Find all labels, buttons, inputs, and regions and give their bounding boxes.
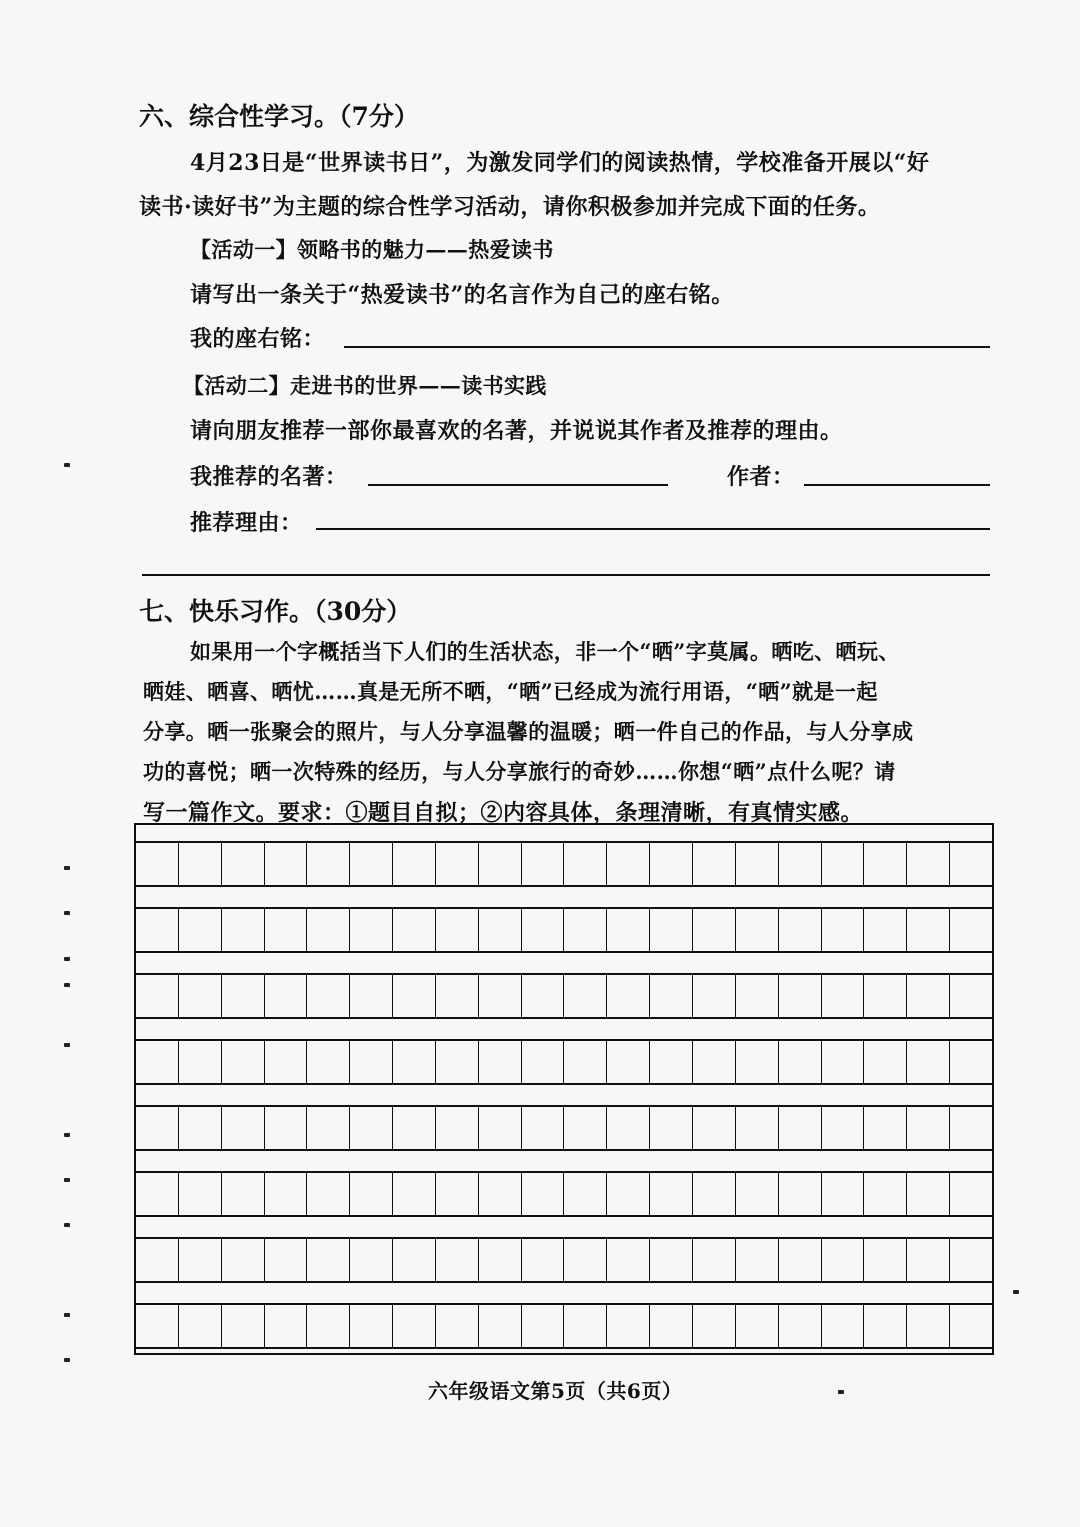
grid-cell[interactable] bbox=[906, 909, 949, 951]
grid-cell[interactable] bbox=[692, 843, 735, 885]
grid-cell[interactable] bbox=[264, 1107, 307, 1149]
grid-cell[interactable] bbox=[949, 1305, 992, 1347]
grid-cell[interactable] bbox=[178, 975, 221, 1017]
scan-speck bbox=[64, 911, 70, 915]
grid-cell[interactable] bbox=[136, 843, 178, 885]
book-label: 我推荐的名著： bbox=[190, 464, 348, 490]
grid-cell[interactable] bbox=[349, 909, 392, 951]
prompt-line-4: 功的喜悦；晒一次特殊的经历，与人分享旅行的奇妙……你想“晒”点什么呢？请 bbox=[143, 759, 896, 784]
grid-cell[interactable] bbox=[392, 975, 435, 1017]
grid-cell[interactable] bbox=[563, 1041, 606, 1083]
grid-cell[interactable] bbox=[692, 975, 735, 1017]
grid-cell[interactable] bbox=[136, 1305, 178, 1347]
grid-cell[interactable] bbox=[649, 975, 692, 1017]
grid-cell[interactable] bbox=[778, 909, 821, 951]
grid-cell[interactable] bbox=[606, 1305, 649, 1347]
grid-row[interactable] bbox=[136, 973, 992, 1019]
grid-cell[interactable] bbox=[906, 975, 949, 1017]
grid-cell[interactable] bbox=[521, 975, 564, 1017]
grid-cell[interactable] bbox=[949, 975, 992, 1017]
grid-cell[interactable] bbox=[735, 1305, 778, 1347]
grid-cell[interactable] bbox=[906, 1041, 949, 1083]
grid-cell[interactable] bbox=[649, 1305, 692, 1347]
grid-cell[interactable] bbox=[136, 1239, 178, 1281]
grid-cell[interactable] bbox=[692, 909, 735, 951]
grid-cell[interactable] bbox=[735, 1107, 778, 1149]
grid-cell[interactable] bbox=[349, 1305, 392, 1347]
grid-cell[interactable] bbox=[478, 1173, 521, 1215]
grid-cell[interactable] bbox=[178, 1173, 221, 1215]
grid-cell[interactable] bbox=[264, 1239, 307, 1281]
grid-cell[interactable] bbox=[178, 1239, 221, 1281]
grid-cell[interactable] bbox=[349, 1173, 392, 1215]
grid-cell[interactable] bbox=[606, 1107, 649, 1149]
grid-cell[interactable] bbox=[521, 1107, 564, 1149]
grid-cell[interactable] bbox=[735, 1173, 778, 1215]
grid-cell[interactable] bbox=[778, 975, 821, 1017]
grid-cell[interactable] bbox=[649, 843, 692, 885]
grid-cell[interactable] bbox=[821, 909, 864, 951]
grid-cell[interactable] bbox=[735, 975, 778, 1017]
grid-cell[interactable] bbox=[478, 843, 521, 885]
grid-cell[interactable] bbox=[863, 1173, 906, 1215]
grid-cell[interactable] bbox=[563, 1305, 606, 1347]
activity-1-heading: 【活动一】领略书的魅力——热爱读书 bbox=[190, 237, 554, 262]
grid-cell[interactable] bbox=[349, 1041, 392, 1083]
grid-cell[interactable] bbox=[563, 1107, 606, 1149]
grid-cell[interactable] bbox=[136, 909, 178, 951]
grid-cell[interactable] bbox=[563, 843, 606, 885]
section-6-intro-line1: 4月23日是“世界读书日”，为激发同学们的阅读热情，学校准备开展以“好 bbox=[190, 150, 930, 176]
grid-cell[interactable] bbox=[606, 1041, 649, 1083]
grid-cell[interactable] bbox=[863, 909, 906, 951]
grid-cell[interactable] bbox=[606, 975, 649, 1017]
grid-cell[interactable] bbox=[692, 1041, 735, 1083]
grid-row[interactable] bbox=[136, 1171, 992, 1217]
grid-row[interactable] bbox=[136, 1105, 992, 1151]
scan-speck bbox=[64, 1313, 70, 1317]
grid-cell[interactable] bbox=[349, 1239, 392, 1281]
scan-speck bbox=[64, 1043, 70, 1047]
grid-cell[interactable] bbox=[478, 1041, 521, 1083]
grid-cell[interactable] bbox=[435, 1107, 478, 1149]
grid-cell[interactable] bbox=[264, 1173, 307, 1215]
grid-cell[interactable] bbox=[306, 975, 349, 1017]
grid-cell[interactable] bbox=[392, 909, 435, 951]
grid-cell[interactable] bbox=[563, 1173, 606, 1215]
motto-label: 我的座右铭： bbox=[190, 326, 326, 352]
grid-cell[interactable] bbox=[178, 1305, 221, 1347]
grid-cell[interactable] bbox=[478, 1305, 521, 1347]
grid-cell[interactable] bbox=[863, 1041, 906, 1083]
grid-cell[interactable] bbox=[521, 843, 564, 885]
grid-cell[interactable] bbox=[435, 843, 478, 885]
grid-cell[interactable] bbox=[735, 1041, 778, 1083]
grid-cell[interactable] bbox=[136, 1173, 178, 1215]
grid-cell[interactable] bbox=[178, 1041, 221, 1083]
grid-cell[interactable] bbox=[906, 1239, 949, 1281]
grid-row[interactable] bbox=[136, 907, 992, 953]
grid-cell[interactable] bbox=[863, 1107, 906, 1149]
grid-cell[interactable] bbox=[306, 1107, 349, 1149]
grid-cell[interactable] bbox=[478, 975, 521, 1017]
grid-cell[interactable] bbox=[221, 1305, 264, 1347]
grid-cell[interactable] bbox=[692, 1107, 735, 1149]
grid-cell[interactable] bbox=[392, 843, 435, 885]
grid-cell[interactable] bbox=[392, 1239, 435, 1281]
grid-cell[interactable] bbox=[906, 843, 949, 885]
grid-cell[interactable] bbox=[606, 1239, 649, 1281]
section-6-title: 六、综合性学习。（7分） bbox=[139, 102, 419, 131]
scan-speck bbox=[64, 957, 70, 961]
scan-speck bbox=[64, 1223, 70, 1227]
grid-cell[interactable] bbox=[264, 909, 307, 951]
grid-cell[interactable] bbox=[735, 909, 778, 951]
composition-grid[interactable] bbox=[134, 823, 994, 1355]
grid-cell[interactable] bbox=[136, 1107, 178, 1149]
grid-cell[interactable] bbox=[649, 909, 692, 951]
activity-2-prompt: 请向朋友推荐一部你最喜欢的名著，并说说其作者及推荐的理由。 bbox=[190, 418, 843, 444]
grid-cell[interactable] bbox=[392, 1107, 435, 1149]
grid-cell[interactable] bbox=[264, 975, 307, 1017]
grid-cell[interactable] bbox=[606, 909, 649, 951]
activity-2-heading: 【活动二】走进书的世界——读书实践 bbox=[183, 373, 547, 398]
grid-cell[interactable] bbox=[778, 1239, 821, 1281]
grid-cell[interactable] bbox=[606, 843, 649, 885]
grid-cell[interactable] bbox=[906, 1173, 949, 1215]
author-answer-line[interactable] bbox=[804, 484, 990, 486]
author-label: 作者： bbox=[727, 464, 795, 490]
grid-row[interactable] bbox=[136, 1237, 992, 1283]
grid-cell[interactable] bbox=[949, 843, 992, 885]
grid-cell[interactable] bbox=[649, 1239, 692, 1281]
grid-cell[interactable] bbox=[435, 1239, 478, 1281]
grid-cell[interactable] bbox=[178, 1107, 221, 1149]
motto-answer-line[interactable] bbox=[344, 346, 990, 348]
grid-cell[interactable] bbox=[821, 1041, 864, 1083]
grid-cell[interactable] bbox=[306, 1305, 349, 1347]
reason-answer-line-2[interactable] bbox=[142, 574, 990, 576]
grid-cell[interactable] bbox=[478, 1239, 521, 1281]
book-answer-line[interactable] bbox=[368, 484, 668, 486]
prompt-line-1: 如果用一个字概括当下人们的生活状态，非一个“晒”字莫属。晒吃、晒玩、 bbox=[190, 639, 900, 664]
grid-cell[interactable] bbox=[949, 909, 992, 951]
grid-cell[interactable] bbox=[306, 1173, 349, 1215]
grid-cell[interactable] bbox=[392, 1041, 435, 1083]
grid-cell[interactable] bbox=[949, 1173, 992, 1215]
grid-cell[interactable] bbox=[863, 1305, 906, 1347]
prompt-line-2: 晒娃、晒喜、晒忧……真是无所不晒，“晒”已经成为流行用语，“晒”就是一起 bbox=[143, 679, 878, 704]
grid-cell[interactable] bbox=[349, 843, 392, 885]
grid-row[interactable] bbox=[136, 1039, 992, 1085]
grid-cell[interactable] bbox=[392, 1305, 435, 1347]
grid-cell[interactable] bbox=[521, 909, 564, 951]
grid-cell[interactable] bbox=[563, 975, 606, 1017]
grid-cell[interactable] bbox=[392, 1173, 435, 1215]
scan-speck bbox=[64, 1358, 70, 1362]
grid-cell[interactable] bbox=[478, 909, 521, 951]
grid-cell[interactable] bbox=[306, 909, 349, 951]
prompt-line-3: 分享。晒一张聚会的照片，与人分享温馨的温暖；晒一件自己的作品，与人分享成 bbox=[143, 719, 914, 744]
grid-cell[interactable] bbox=[649, 1173, 692, 1215]
grid-cell[interactable] bbox=[521, 1239, 564, 1281]
scan-speck bbox=[64, 983, 70, 987]
grid-cell[interactable] bbox=[821, 1305, 864, 1347]
grid-cell[interactable] bbox=[521, 1173, 564, 1215]
grid-cell[interactable] bbox=[821, 843, 864, 885]
grid-cell[interactable] bbox=[563, 909, 606, 951]
grid-cell[interactable] bbox=[906, 1305, 949, 1347]
grid-cell[interactable] bbox=[221, 1239, 264, 1281]
grid-cell[interactable] bbox=[349, 1107, 392, 1149]
grid-cell[interactable] bbox=[906, 1107, 949, 1149]
grid-cell[interactable] bbox=[863, 975, 906, 1017]
grid-cell[interactable] bbox=[863, 843, 906, 885]
grid-cell[interactable] bbox=[949, 1107, 992, 1149]
grid-cell[interactable] bbox=[435, 1173, 478, 1215]
grid-cell[interactable] bbox=[821, 1173, 864, 1215]
grid-cell[interactable] bbox=[949, 1041, 992, 1083]
grid-cell[interactable] bbox=[221, 975, 264, 1017]
grid-cell[interactable] bbox=[178, 909, 221, 951]
grid-cell[interactable] bbox=[778, 1173, 821, 1215]
grid-cell[interactable] bbox=[821, 975, 864, 1017]
grid-cell[interactable] bbox=[306, 1239, 349, 1281]
grid-cell[interactable] bbox=[778, 1107, 821, 1149]
grid-cell[interactable] bbox=[692, 1239, 735, 1281]
grid-cell[interactable] bbox=[778, 1305, 821, 1347]
grid-cell[interactable] bbox=[692, 1173, 735, 1215]
grid-cell[interactable] bbox=[264, 1041, 307, 1083]
grid-cell[interactable] bbox=[306, 1041, 349, 1083]
grid-cell[interactable] bbox=[821, 1107, 864, 1149]
grid-cell[interactable] bbox=[136, 975, 178, 1017]
requirement-line: 写一篇作文。要求：①题目自拟；②内容具体，条理清晰，有真情实感。 bbox=[143, 800, 864, 826]
grid-cell[interactable] bbox=[863, 1239, 906, 1281]
grid-cell[interactable] bbox=[435, 1305, 478, 1347]
scan-speck bbox=[64, 463, 70, 467]
activity-1-prompt: 请写出一条关于“热爱读书”的名言作为自己的座右铭。 bbox=[190, 282, 734, 308]
grid-cell[interactable] bbox=[778, 843, 821, 885]
grid-cell[interactable] bbox=[435, 1041, 478, 1083]
grid-cell[interactable] bbox=[778, 1041, 821, 1083]
grid-cell[interactable] bbox=[821, 1239, 864, 1281]
grid-cell[interactable] bbox=[606, 1173, 649, 1215]
grid-cell[interactable] bbox=[649, 1107, 692, 1149]
scan-speck bbox=[64, 1178, 70, 1182]
grid-cell[interactable] bbox=[221, 843, 264, 885]
reason-label: 推荐理由： bbox=[190, 510, 303, 536]
grid-cell[interactable] bbox=[221, 1041, 264, 1083]
grid-cell[interactable] bbox=[178, 843, 221, 885]
grid-cell[interactable] bbox=[478, 1107, 521, 1149]
grid-cell[interactable] bbox=[435, 909, 478, 951]
grid-cell[interactable] bbox=[649, 1041, 692, 1083]
grid-cell[interactable] bbox=[221, 909, 264, 951]
grid-cell[interactable] bbox=[136, 1041, 178, 1083]
grid-cell[interactable] bbox=[949, 1239, 992, 1281]
section-7-title: 七、快乐习作。（30分） bbox=[139, 597, 412, 626]
scan-speck bbox=[1013, 1290, 1019, 1294]
grid-cell[interactable] bbox=[521, 1041, 564, 1083]
grid-cell[interactable] bbox=[692, 1305, 735, 1347]
grid-cell[interactable] bbox=[735, 843, 778, 885]
grid-cell[interactable] bbox=[221, 1107, 264, 1149]
grid-cell[interactable] bbox=[349, 975, 392, 1017]
grid-cell[interactable] bbox=[563, 1239, 606, 1281]
grid-cell[interactable] bbox=[264, 843, 307, 885]
grid-cell[interactable] bbox=[435, 975, 478, 1017]
grid-row[interactable] bbox=[136, 1303, 992, 1349]
grid-cell[interactable] bbox=[221, 1173, 264, 1215]
scan-speck bbox=[64, 866, 70, 870]
scan-speck bbox=[64, 1133, 70, 1137]
section-6-intro-line2: 读书·读好书”为主题的综合性学习活动，请你积极参加并完成下面的任务。 bbox=[139, 194, 881, 220]
page-footer: 六年级语文第5页（共6页） bbox=[428, 1379, 683, 1403]
reason-answer-line-1[interactable] bbox=[316, 528, 990, 530]
grid-cell[interactable] bbox=[264, 1305, 307, 1347]
grid-cell[interactable] bbox=[521, 1305, 564, 1347]
grid-cell[interactable] bbox=[306, 843, 349, 885]
grid-cell[interactable] bbox=[735, 1239, 778, 1281]
grid-row[interactable] bbox=[136, 841, 992, 887]
scan-speck bbox=[838, 1390, 844, 1394]
